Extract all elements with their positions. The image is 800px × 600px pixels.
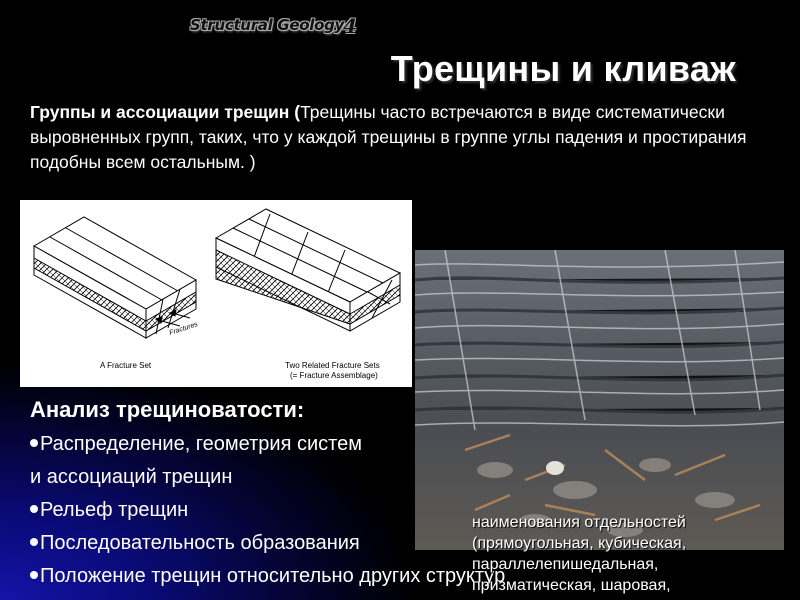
- bullet-icon: [30, 571, 38, 579]
- right-caption-line1: Two Related Fracture Sets: [285, 361, 380, 370]
- list-item: Последовательность образования: [30, 527, 590, 560]
- intro-bold-lead: Группы и ассоциации трещин (: [30, 102, 301, 122]
- left-caption: A Fracture Set: [100, 361, 152, 370]
- fracture-set-diagram: [20, 200, 412, 387]
- right-block-drawing: [216, 209, 400, 331]
- list-item: и ассоциаций трещин: [30, 466, 233, 488]
- slide-number: 4: [343, 14, 357, 38]
- bullet-icon: [30, 505, 38, 513]
- photo-caption-line: призматическая, шаровая,: [472, 577, 671, 594]
- intro-text: Трещины часто встречаются в виде систематически выровненных групп, таких, что у каждой трещины в группе углы падения и простирания подобны всем остальным. ): [30, 102, 747, 172]
- photo-caption-line: параллелепишедальная,: [472, 556, 659, 573]
- bullet-icon: [30, 439, 38, 447]
- list-item: Распределение, геометрия систем: [30, 428, 590, 461]
- intro-paragraph: [30, 100, 760, 175]
- left-block-drawing: [34, 217, 196, 338]
- analysis-heading: Анализ трещиноватости:: [30, 397, 305, 422]
- photo-caption: [472, 512, 782, 596]
- course-subtitle: Structural Geology: [190, 16, 345, 34]
- list-item: Положение трещин относительно других структур: [30, 560, 590, 593]
- photo-caption-line: наименования отдельностей: [472, 514, 686, 531]
- slide-title: Трещины и кливаж: [390, 48, 736, 89]
- fractures-label: Fractures: [168, 321, 199, 337]
- bullet-icon: [30, 538, 38, 546]
- list-item: Рельеф трещин: [30, 494, 590, 527]
- right-caption-line2: (= Fracture Assemblage): [290, 371, 378, 380]
- photo-caption-line: (прямоугольная, кубическая,: [472, 535, 687, 552]
